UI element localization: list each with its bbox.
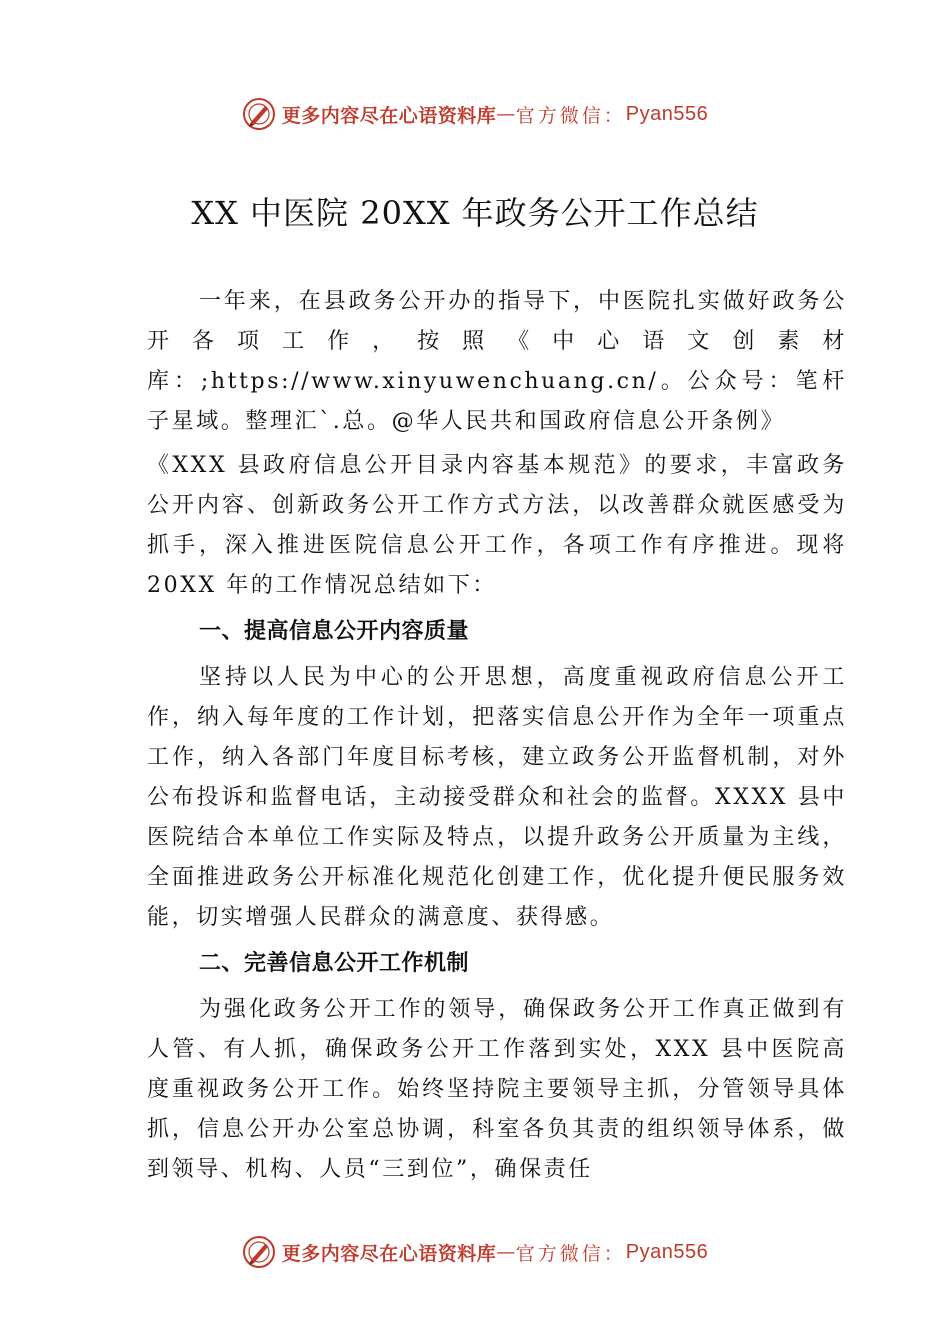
body-paragraph-4: 为强化政务公开工作的领导，确保政务公开工作真正做到有人管、有人抓，确保政务公开工作落到实处，XXX 县中医院高度重视政务公开工作。始终坚持院主要领导主抓，分管领导具体抓，信息公开办公室总协调，科室各负其责的组织领导体系，做到领导、机构、人员“三到位”，确保责任 xyxy=(147,997,847,1182)
watermark-dash: — xyxy=(496,103,516,125)
watermark-wechat-id: Pyan556 xyxy=(625,1240,709,1263)
pen-logo-icon xyxy=(242,97,276,131)
watermark-main-text: 更多内容尽在心语资料库 xyxy=(281,1242,497,1265)
section-heading-2: 二、完善信息公开工作机制 xyxy=(199,951,470,976)
body-paragraph-2: 《XXX 县政府信息公开目录内容基本规范》的要求，丰富政务公开内容、创新政务公开工作方式方法，以改善群众就医感受为抓手，深入推进医院信息公开工作，各项工作有序推进。现将 20XX 年的工作情况总结如下： xyxy=(147,453,847,598)
watermark-dash: — xyxy=(496,1241,516,1263)
section-heading-1: 一、提高信息公开内容质量 xyxy=(199,619,470,644)
watermark-wechat-id: Pyan556 xyxy=(625,102,709,125)
watermark-wechat-label: 官方微信： xyxy=(515,1242,626,1265)
watermark-wechat-label: 官方微信： xyxy=(515,104,626,127)
document-title: XX 中医院 20XX 年政务公开工作总结 xyxy=(191,194,759,232)
watermark-banner-bottom xyxy=(0,1232,950,1272)
document-body xyxy=(147,282,847,1194)
watermark-main-text: 更多内容尽在心语资料库 xyxy=(281,104,497,127)
pen-logo-icon xyxy=(242,1235,276,1269)
body-paragraph-1: 一年来，在县政务公开办的指导下，中医院扎实做好政务公开各项工作，按照《中心语文创素材库：;https://www.xinyuwenchuang.cn/。公众号：笔杆子星域。整理汇`.总。@华人民共和国政府信息公开条例》 xyxy=(147,289,847,434)
body-paragraph-3: 坚持以人民为中心的公开思想，高度重视政府信息公开工作，纳入每年度的工作计划，把落实信息公开作为全年一项重点工作，纳入各部门年度目标考核，建立政务公开监督机制，对外公布投诉和监督电话，主动接受群众和社会的监督。XXXX 县中医院结合本单位工作实际及特点，以提升政务公开质量为主线，全面推进政务公开标准化规范化创建工作，优化提升便民服务效能，切实增强人民群众的满意度、获得感。 xyxy=(147,665,847,930)
watermark-banner-top xyxy=(0,94,950,134)
